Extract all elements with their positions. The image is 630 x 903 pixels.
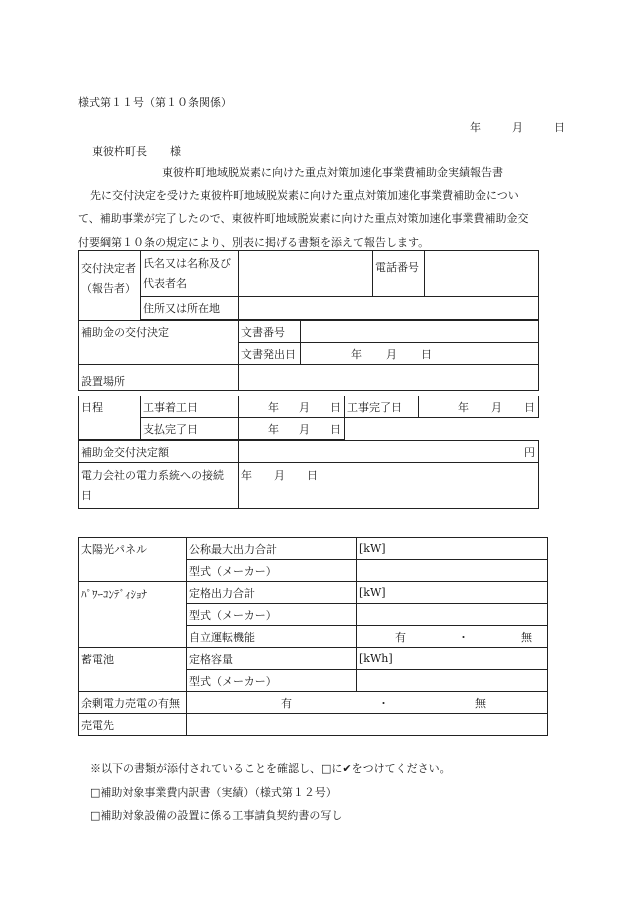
payment-date[interactable]: 年 月 日: [239, 418, 345, 440]
complete-label: 工事完了日: [345, 396, 419, 418]
equipment-table: [78, 537, 548, 736]
honorific: 様: [170, 145, 181, 158]
body-line-1: 先に交付決定を受けた東彼杵町地域脱炭素に向けた重点対策加速化事業費補助金につい: [90, 189, 519, 202]
body-line-2: て、補助事業が完了したので、東彼杵町地域脱炭素に向けた重点対策加速化事業費補助金交: [78, 212, 529, 225]
solar-panel-label: 太陽光パネル: [79, 538, 187, 582]
rated-capacity-label: 定格容量: [187, 648, 357, 670]
solar-model-value[interactable]: [357, 560, 548, 582]
year-label: 年: [470, 121, 481, 134]
blank-cell: [345, 418, 539, 440]
start-label: 工事着工日: [141, 396, 239, 418]
complete-date[interactable]: 年 月 日: [419, 396, 539, 418]
report-table: [78, 250, 539, 391]
battery-model-value[interactable]: [357, 670, 548, 692]
sell-to-value[interactable]: [187, 714, 548, 736]
battery-label: 蓄電池: [79, 648, 187, 692]
rated-capacity-value[interactable]: [kWh]: [357, 648, 548, 670]
doc-number-value[interactable]: [301, 321, 539, 343]
sell-to-label: 売電先: [79, 714, 187, 736]
day-label: 日: [554, 121, 565, 134]
schedule-label: 日程: [79, 396, 141, 440]
body-line-3: 付要綱第１０条の規定により、別表に掲げる書類を添えて報告します。: [78, 236, 430, 249]
surplus-choice[interactable]: 有 ・ 無: [187, 692, 548, 714]
month-label: 月: [512, 121, 523, 134]
doc-date-value[interactable]: 年 月 日: [301, 343, 539, 365]
grant-amount-label: 補助金交付決定額: [79, 441, 239, 463]
rated-output-value[interactable]: [kW]: [357, 582, 548, 604]
rated-output-label: 定格出力合計: [187, 582, 357, 604]
applicant-label: 交付決定者 （報告者）: [79, 251, 141, 321]
grant-decision-label: 補助金の交付決定: [79, 321, 239, 365]
name-value[interactable]: [239, 251, 373, 297]
report-date: [470, 119, 565, 135]
start-date[interactable]: 年 月 日: [239, 396, 345, 418]
address-label: 住所又は所在地: [141, 297, 239, 320]
attachment-item-2[interactable]: □補助対象設備の設置に係る工事請負契約書の写し: [90, 809, 343, 822]
pcs-label: ﾊﾟﾜｰｺﾝﾃﾞｨｼｮﾅ: [79, 582, 187, 648]
nominal-output-label: 公称最大出力合計: [187, 538, 357, 560]
install-place-label: 設置場所: [79, 365, 239, 391]
self-run-choice[interactable]: 有 ・ 無: [357, 626, 548, 648]
grid-connection-label: 電力会社の電力系統への接続 日: [79, 463, 239, 509]
install-place-value[interactable]: [239, 365, 539, 391]
addressee-name: 東彼杵町長: [92, 145, 147, 158]
form-number: 様式第１１号（第１０条関係）: [78, 96, 232, 109]
schedule-table: [78, 396, 539, 440]
solar-model-label: 型式（メーカー）: [187, 560, 357, 582]
grant-amount-value[interactable]: 円: [239, 441, 539, 463]
phone-value[interactable]: [425, 251, 539, 297]
pcs-model-value[interactable]: [357, 604, 548, 626]
doc-number-label: 文書番号: [239, 321, 301, 343]
doc-date-label: 文書発出日: [239, 343, 301, 365]
name-label: 氏名又は名称及び 代表者名: [141, 251, 239, 297]
nominal-output-value[interactable]: [kW]: [357, 538, 548, 560]
surplus-label: 余剰電力売電の有無: [79, 692, 187, 714]
self-run-label: 自立運転機能: [187, 626, 357, 648]
document-title: 東彼杵町地域脱炭素に向けた重点対策加速化事業費補助金実績報告書: [162, 166, 503, 179]
phone-label: 電話番号: [373, 251, 425, 297]
grid-connection-date[interactable]: 年 月 日: [239, 463, 539, 509]
payment-label: 支払完了日: [141, 418, 239, 440]
amount-table: [78, 440, 539, 509]
pcs-model-label: 型式（メーカー）: [187, 604, 357, 626]
attachment-note: ※以下の書類が添付されていることを確認し、□に✔をつけてください。: [90, 762, 451, 775]
address-value[interactable]: [239, 297, 539, 320]
battery-model-label: 型式（メーカー）: [187, 670, 357, 692]
attachment-item-1[interactable]: □補助対象事業費内訳書（実績）（様式第１２号）: [90, 786, 337, 799]
addressee: [92, 143, 181, 159]
